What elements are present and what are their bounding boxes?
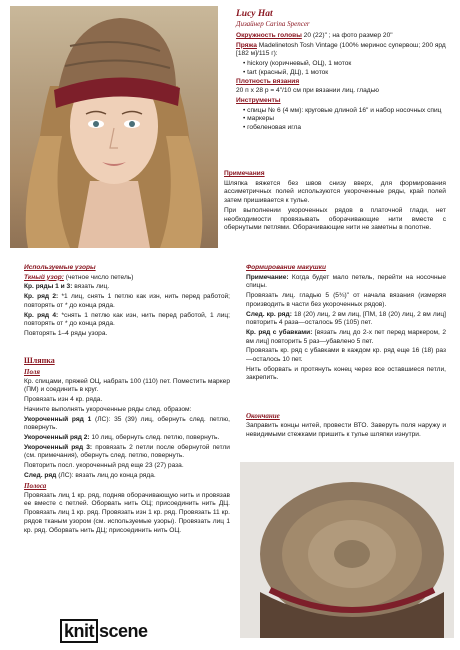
brim-heading: Поля [24,367,40,376]
yarn-label: Пряжа [236,41,257,49]
crown-paragraph: Нить оборвать и протянуть конец через все оставшиеся петли, закрепить. [246,365,446,382]
short-row-value: провязать 2 петли после обернутой петли (см. примечания), обернуть след. петлю, повернуть. [24,443,230,460]
model-photo [10,6,218,248]
tools-item: • маркеры [243,115,452,124]
woven-value: (четное число петель) [63,273,134,281]
model-photo-illustration [10,6,218,248]
row-label: Кр. ряды 1 и 3: [24,283,73,291]
stripe-heading: Полоса [24,481,47,490]
yarn-value: Madelinetosh Tosh Vintage (100% меринос супервош; 200 ярд [182 м]/115 г): [236,41,446,58]
notes-paragraph: При выполнении укороченных рядов в платочной глади, нет необходимости провязывать оборачивающие нити вместе с обернутыми петлями. Оборачивающие нити не заметны в полотне. [224,206,446,232]
hat-paragraph: Кр. спицами, пряжей ОЦ, набрать 100 (110) пет. Поместить маркер (ПМ) и соединить в круг. [24,377,230,394]
short-row-label: Укороченный ряд 1 [24,415,92,423]
stripe-paragraph: Провязать лиц 1 кр. ряд, подняв оборачивающую нить и провязав ее вместе с петлей. Оборвать нить ОЦ; присоединить нить ДЦ. Провязать лиц 1 кр. ряд. Провязать изн 1 кр. ряд. Провязать 11 кр. рядов тканым узором (см. используемые узоры). Провязать лиц 1 кр. ряд. Оборвать нить ДЦ; присоединить нить ОЦ. [24,491,230,534]
row-value: *снять 1 петлю как изн, нить перед работой, 1 лиц; повторять от * до конца ряда. [24,311,231,328]
row-value: вязать лиц. [72,283,110,291]
next-row-value: (ЛС): вязать лиц до конца ряда. [56,471,156,479]
notes-paragraph: Шляпка вяжется без швов снизу вверх, для формирования ассиметричных полей используются укороченные ряды, край полей затем пришивается к тулье. [224,179,446,205]
hat-block [24,356,230,536]
row-label: Кр. ряд 2: [24,293,59,301]
hat-detail-photo [240,462,454,638]
tools-item: • спицы № 6 (4 мм): круговые длиной 16" и набор носочных спиц [243,107,452,116]
designer-name: Дизайнер Carina Spencer [236,20,310,28]
circ-value: 20 (22)" ; на фото размер 20" [301,32,393,39]
tools-item: • гобеленовая игла [243,124,452,133]
gauge-value: 20 п х 28 р = 4"/10 см при вязании лиц. гладью [236,87,379,95]
finishing-block [246,412,446,441]
patterns-heading: Используемые узоры [24,264,96,271]
row-value: *1 лиц, снять 1 петлю как изн, нить перед работой; повторять от * до конца ряда. [24,293,231,309]
hat-paragraph: Повторить посл. укороченный ряд еще 23 (27) раза. [24,462,184,470]
next-row-label: След. ряд [24,471,57,479]
repeat-note: Повторять 1–4 ряды узора. [24,329,108,337]
logo-part: knit [60,619,98,643]
gauge-label: Плотность вязания [236,77,300,85]
crown-dec-label: Кр. ряд с убавками: [246,328,313,336]
finishing-paragraph: Заправить концы нитей, провести ВТО. Заверуть поля наружу и невидимыми стежками пришить к тулье шляпки изнутри. [246,422,446,438]
short-row-label: Укороченный ряд 3: [24,443,93,451]
hat-paragraph: Провязать изн 4 кр. ряда. [24,396,103,404]
hat-paragraph: Начинте выполнять укороченные ряды след. образом: [24,405,192,413]
crown-paragraph: Провязать лиц. гладью 5 (5¾)" от начала вязания (измеряя производить в части без укороченных рядов). [246,292,446,308]
crown-next-label: След. кр. ряд: [246,310,292,318]
yarn-list [236,60,452,77]
crown-heading: Формирование макушки [246,264,327,271]
hat-heading: Шляпка [24,356,55,365]
circ-label: Окружность головы [236,32,302,39]
tools-label: Инструменты [236,96,281,104]
finishing-heading: Окончание [246,412,280,420]
crown-note-value: Когда будет мало петель, перейти на носочные спицы. [246,273,446,290]
crown-block [246,264,446,384]
yarn-item: • hickory (коричневый, ОЦ), 1 моток [243,60,452,69]
pattern-title: Lucy Hat [236,9,273,19]
short-row-label: Укороченный ряд 2: [24,434,90,441]
specs-block [236,32,452,133]
crown-next-value: 18 (20) лиц, 2 вм лиц, [ПМ, 18 (20) лиц, 2 вм лиц] повторить 4 раза—осталось 95 (105) пет. [246,310,446,327]
row-label: Кр. ряд 4: [24,311,59,319]
notes-block [224,170,446,234]
patterns-block [24,264,230,340]
yarn-item: • tart (красный, ДЦ), 1 моток [243,69,452,78]
knitscene-logo [60,620,148,644]
short-row-value: 10 лиц, обернуть след. петлю, повернуть. [89,434,220,441]
woven-label: Ткный узор: [24,273,64,281]
crown-note-label: Примечание: [246,273,289,281]
logo-part: scene [99,621,148,641]
notes-label: Примечания [224,170,265,177]
crown-paragraph: Провязать кр. ряд с убавками в каждом кр. ряд еще 16 (18) раз—осталось 10 пет. [246,347,446,364]
tools-list [236,107,452,133]
crown-dec-value: [вязать лиц до 2-х пет перед маркером, 2 вм лиц] повторить 5 раз—убавлено 5 пет. [246,328,446,345]
hat-detail-illustration [240,462,454,638]
short-row-value: (ЛС): 35 (39) лиц, обернуть след. петлю, повернуть. [24,415,231,432]
